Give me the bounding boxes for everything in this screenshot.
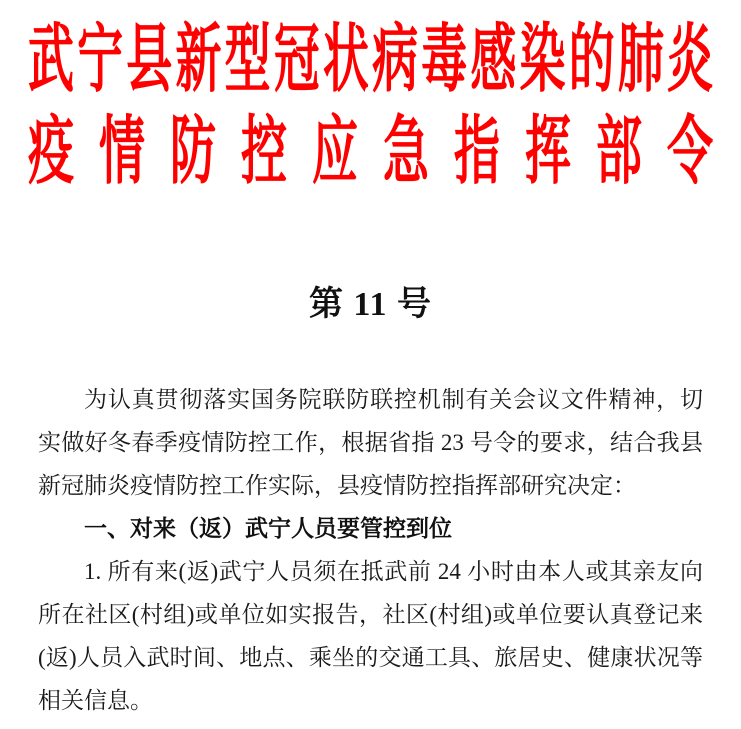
- document-title: [28, 17, 713, 193]
- order-number: 第 11 号: [308, 286, 433, 323]
- intro-paragraph: 为认真贯彻落实国务院联防联控机制有关会议文件精神，切实做好冬春季疫情防控工作，根据省指 23 号令的要求，结合我县新冠肺炎疫情防控工作实际，县疫情防控指挥部研究决定：: [38, 387, 703, 498]
- document-title-line2: 疫情防控应急指挥部令: [28, 109, 713, 193]
- section1-item1-paragraph: 1. 所有来(返)武宁人员须在抵武前 24 小时由本人或其亲友向所在社区(村组)或单位如实报告，社区(村组)或单位要认真登记来(返)人员入武时间、地点、乘坐的交通工具、旅居史、健康状况等相关信息。: [38, 559, 703, 713]
- document-title-line1: 武宁县新型冠状病毒感染的肺炎: [28, 17, 713, 101]
- section1-heading: 一、对来（返）武宁人员要管控到位: [84, 515, 452, 541]
